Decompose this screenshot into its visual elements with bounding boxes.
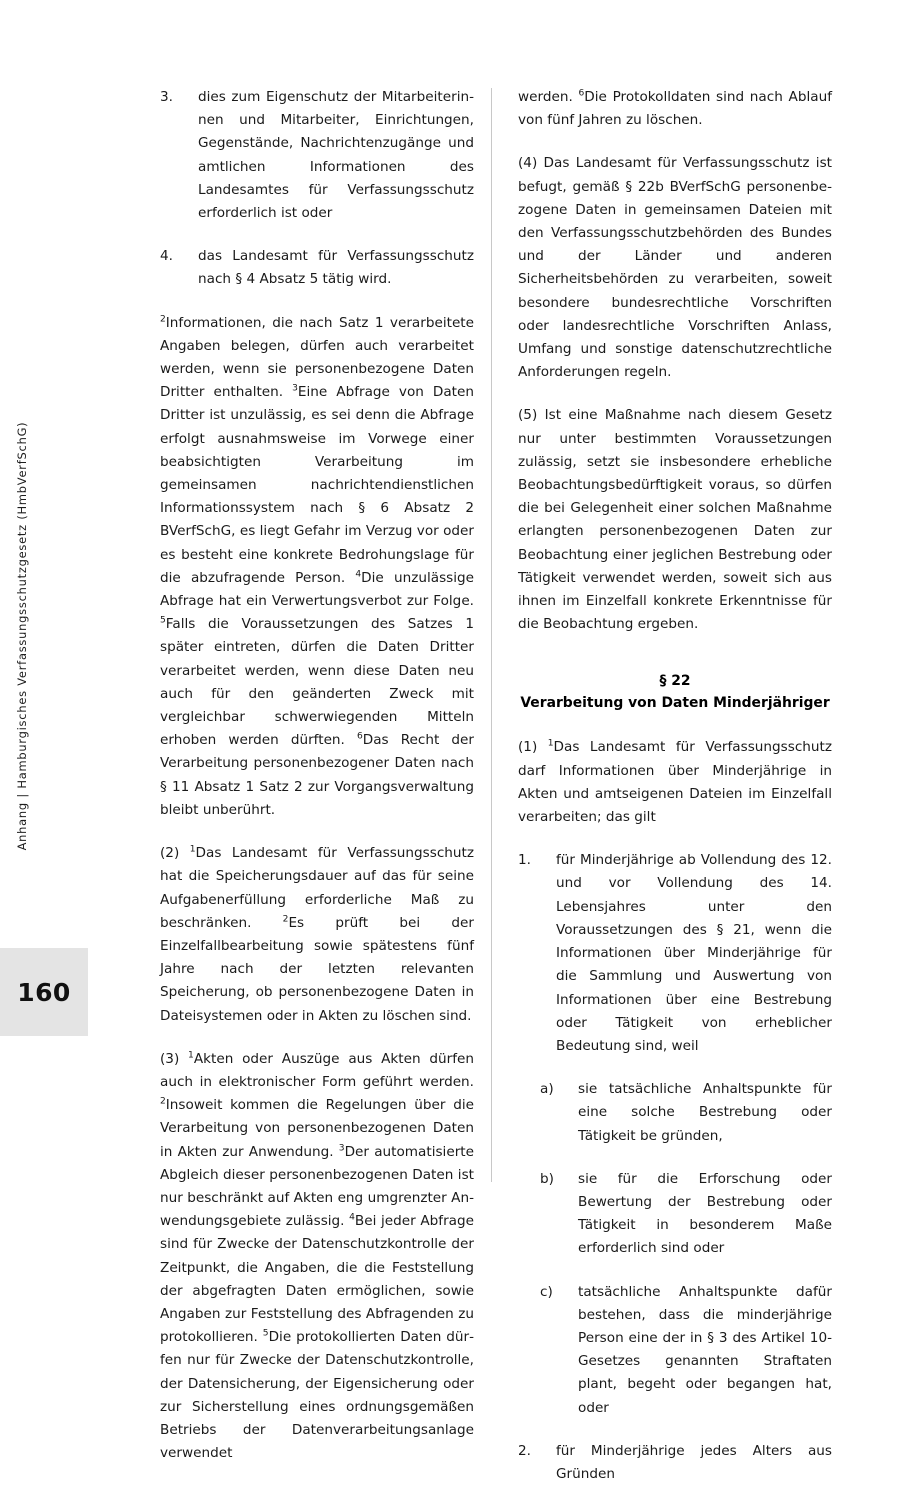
sub-list-marker: b) (540, 1170, 554, 1187)
sentence-text: Akten oder Auszüge aus Akten dürfen auch in elektronischer Form geführt werden. (160, 1050, 474, 1090)
sentence-number: 6 (578, 88, 585, 99)
sentence-text: Bei jeder Abfrage sind für Zwecke der Datenschutzkontrolle der Zeitpunkt, die Angaben, die die Feststellung der abgefragten Daten ermöglichen, sowie Angaben zur Feststellung des Abfragenden zu protokollieren. (160, 1213, 474, 1346)
list-item (160, 245, 474, 291)
sentence-text: Das Recht der Verarbeitung personenbezogener Daten nach § 11 Absatz 1 Satz 2 zur Vorgangsverwaltung bleibt unberührt. (160, 732, 474, 818)
list-item-text: für Minderjährige ab Vollendung des 12. und vor Vollendung des 14. Lebensjahres unter den Voraussetzungen des § 21, wenn die Informationen über Minderjährige für die Sammlung und Auswertung von Informationen über eine Bestrebung oder Tätigkeit von erheblicher Bedeutung sind, weil (556, 852, 832, 1054)
page-number: 160 (17, 977, 71, 1007)
list-marker: 4. (160, 248, 173, 265)
sentence-text: Der automatisierte Abgleich dieser personenbezogenen Daten ist nur beschränkt auf Akten eng umgrenzter Anwendungsgebiete zulässig. (160, 1143, 474, 1230)
sentence-text: werden. (518, 89, 579, 105)
sentence-number: 5 (160, 615, 166, 626)
sentence-number: 4 (355, 569, 362, 580)
sentence-number: 2 (160, 314, 166, 325)
sub-list-item (518, 1078, 832, 1148)
column-divider (491, 88, 492, 1182)
sentence-number: 2 (282, 914, 289, 925)
paragraph-number: (3) (160, 1050, 189, 1067)
sentence-text: Eine Abfrage von Daten Dritter ist unzulässig, es sei denn die Abfrage erfolgt ausnahmsweise im Vorwege einer beabsichtigten Verarbeitung im gemeinsamen nachrichtendienstlichen Informationssystem nach § 6 Absatz 2 BVerfSchG, es liegt Gefahr im Verzug vor oder es besteht eine konkrete Bedrohungslage für die abzufragende Person. (160, 384, 474, 586)
sentence-number: 6 (356, 731, 363, 742)
sentence-number: 5 (262, 1328, 269, 1339)
running-head-text: Anhang | Hamburgisches Verfassungsschutzgesetz (HmbVerfSchG) (15, 421, 29, 851)
paragraph-absatz-3 (160, 1048, 474, 1466)
section-title: Verarbeitung von Daten Minderjähriger (520, 695, 830, 712)
paragraph-absatz-1 (518, 736, 832, 829)
paragraph-absatz-4: (4) Das Landesamt für Verfassungsschutz ist befugt, gemäß § 22b BVerfSchG personenbezogene Daten in gemeinsamen Dateien mit den Verfassungsschutzbehörden des Bundes und der Länder und anderen Sicherheitsbehörden zu verarbeiten, soweit besondere bundesrechtliche Vorschriften oder landesrechtliche Vorschriften Anlass, Umfang und sonstige datenschutzrechtliche Anforderungen regeln. (518, 155, 832, 381)
paragraph-number: (2) (160, 845, 190, 862)
sentence-text: Die Protokolldaten sind nach Ablauf von fünf Jahren zu löschen. (518, 89, 832, 129)
sentence-number: 1 (547, 738, 554, 749)
running-head (0, 0, 44, 1272)
sentence-text: Die protokollierten Daten dürfen nur für Zwecke der Datenschutzkontrolle, der Datensicherung, der Eigensicherung oder zur Sicherstellung eines ordnungsgemäßen Betriebs der Datenverarbeitungsanlage verwendet (160, 1329, 474, 1462)
sub-list-marker: c) (540, 1283, 553, 1300)
page-number-block (0, 948, 88, 1036)
paragraph-absatz-5: (5) Ist eine Maßnahme nach diesem Gesetz nur unter bestimmten Voraussetzungen zulässig, setzt sie insbesondere erhebliche Beobachtungsbedürftigkeit voraus, so dürfen die bei Gelegenheit einer solchen Maßnahme erlangten personenbezogenen Daten zur Beobachtung einer jeglichen Bestrebung oder Tätigkeit verwendet werden, soweit sich aus ihnen im Einzelfall konkrete Erkenntnisse für die Beobachtung ergeben. (518, 407, 832, 633)
sentence-text: Informationen, die nach Satz 1 verarbeitete Angaben belegen, dürfen auch verarbeitet werden, wenn sie personenbezogene Daten Dritter enthalten. (160, 314, 474, 401)
list-marker: 3. (160, 89, 173, 105)
right-column (518, 86, 832, 1506)
list-item (518, 849, 832, 1058)
sub-list-item-text: sie tatsächliche Anhaltspunkte für eine solche Bestrebung oder Tätigkeit be gründen, (578, 1081, 832, 1144)
sentence-text: Das Landesamt für Verfassungsschutz hat die Speicherungsdauer auf das für seine Aufgabenerfüllung erforderliche Maß zu beschränken. (160, 845, 474, 931)
sub-list-item-text: sie für die Erforschung oder Bewertung der Bestrebung oder Tätigkeit in besonderem Maße erforderlich sind oder (578, 1170, 832, 1257)
list-marker: 2. (518, 1442, 531, 1459)
sentence-number: 2 (160, 1096, 166, 1107)
list-marker: 1. (518, 852, 531, 869)
paragraph-absatz-2 (160, 842, 474, 1028)
sentence-number: 3 (292, 383, 298, 394)
sentence-text: Das Landesamt für Verfassungsschutz darf Informationen über Minderjährige in Akten und amtseigenen Dateien im Einzelfall verarbeiten; das gilt (518, 739, 832, 826)
sub-list-item (518, 1281, 832, 1420)
body-columns (160, 86, 832, 1482)
list-item (160, 86, 474, 225)
sub-list-marker: a) (540, 1081, 554, 1098)
section-number: § 22 (659, 673, 691, 690)
section-heading (518, 670, 832, 714)
sentence-number: 1 (189, 844, 196, 855)
paragraph-satz2 (160, 312, 474, 822)
list-item (518, 1440, 832, 1486)
sentence-number: 3 (338, 1143, 345, 1153)
sentence-text: Falls die Voraussetzungen des Satzes 1 später eintreten, dürfen die Daten Dritter verarbeitet werden, wenn diese Daten neu auch für den geänderten Zweck mit vergleichbar schwerwiegenden Mitteln erhoben werden dürften. (160, 616, 474, 749)
list-item-text: dies zum Eigenschutz der Mitarbeiterinnen und Mitarbeiter, Einrichtungen, Gegenstände, Nachrichtenzugänge und amtlichen Informationen des Landesamtes für Verfassungsschutz erforderlich ist oder (198, 89, 474, 222)
paragraph-number: (1) (518, 739, 548, 756)
list-item-text: für Minderjährige jedes Alters aus Gründen (556, 1442, 832, 1482)
list-item-text: das Landesamt für Verfassungsschutz nach § 4 Absatz 5 tätig wird. (198, 248, 474, 288)
sentence-text: Es prüft bei der Einzelfallbearbeitung sowie spätestens fünf Jahre nach der letzten relevanten Speicherung, ob personenbezogene Daten in Dateisystemen oder in Akten zu löschen sind. (160, 914, 474, 1024)
sentence-number: 4 (349, 1212, 355, 1223)
sentence-text: Die unzulässige Abfrage hat ein Verwertungsverbot zur Folge. (160, 569, 474, 610)
left-column (160, 86, 474, 1465)
sub-list-item-text: tatsächliche Anhaltspunkte dafür bestehen, dass die minderjährige Person eine der in § 3 des Artikel 10-Gesetzes genannten Straftaten plant, begeht oder begangen hat, oder (578, 1283, 832, 1416)
sentence-text: Insoweit kommen die Regelungen über die Verarbeitung von personenbezogenen Daten in Akten zur Anwendung. (160, 1097, 474, 1160)
sub-list-item (518, 1168, 832, 1261)
paragraph-absatz-3-continued (518, 86, 832, 132)
sentence-number: 1 (188, 1050, 194, 1061)
